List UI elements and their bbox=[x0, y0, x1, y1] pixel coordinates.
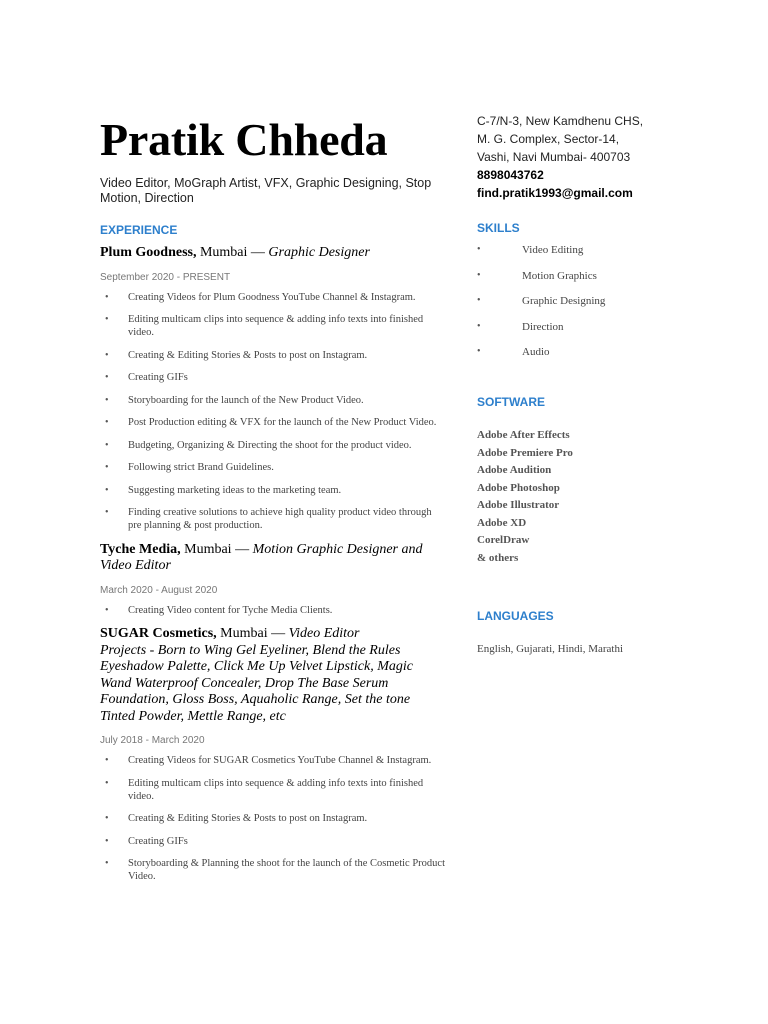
job-bullet: • Creating Video content for Tyche Media Clients. bbox=[100, 604, 445, 617]
job-title bbox=[100, 626, 445, 725]
job-bullets bbox=[100, 604, 445, 617]
address-line: C-7/N-3, New Kamdhenu CHS, bbox=[477, 114, 644, 128]
skills-heading: SKILLS bbox=[477, 221, 520, 235]
address-line: Vashi, Navi Mumbai- 400703 bbox=[477, 150, 631, 164]
job-entry bbox=[100, 626, 445, 883]
languages-heading: LANGUAGES bbox=[477, 609, 554, 623]
job-bullet: • Storyboarding & Planning the shoot for the launch of the Cosmetic Product Video. bbox=[100, 857, 445, 883]
phone-number: 8898043762 bbox=[477, 168, 544, 182]
job-location: Mumbai — bbox=[180, 541, 253, 557]
right-column bbox=[477, 112, 737, 655]
skill-item: • Video Editing bbox=[477, 243, 737, 257]
job-role: Motion Graphic Designer and Video Editor bbox=[100, 541, 423, 573]
job-title bbox=[100, 542, 445, 575]
software-item: CorelDraw bbox=[477, 534, 530, 546]
software-item: Adobe XD bbox=[477, 516, 527, 529]
job-company: Plum Goodness, bbox=[100, 245, 197, 260]
job-location: Mumbai — bbox=[196, 245, 269, 260]
job-date: July 2018 - March 2020 bbox=[100, 735, 205, 746]
job-bullet: • Creating Videos for SUGAR Cosmetics YouTube Channel & Instagram. bbox=[100, 754, 445, 767]
job-entry bbox=[100, 245, 445, 532]
tagline: Video Editor, MoGraph Artist, VFX, Graphic Designing, Stop Motion, Direction bbox=[100, 176, 432, 205]
job-bullet: • Post Production editing & VFX for the launch of the New Product Video. bbox=[100, 416, 445, 429]
job-entry bbox=[100, 542, 445, 617]
job-bullet: • Finding creative solutions to achieve high quality product video through pre planning & post production. bbox=[100, 506, 445, 532]
job-bullet: • Creating & Editing Stories & Posts to post on Instagram. bbox=[100, 812, 445, 825]
job-bullet: • Editing multicam clips into sequence & adding info texts into finished video. bbox=[100, 777, 445, 803]
email-address: find.pratik1993@gmail.com bbox=[477, 186, 633, 200]
languages-text: English, Gujarati, Hindi, Marathi bbox=[477, 643, 624, 655]
job-location: Mumbai — bbox=[216, 626, 289, 641]
job-bullets bbox=[100, 291, 445, 533]
experience-heading: EXPERIENCE bbox=[100, 223, 178, 237]
job-title bbox=[100, 245, 445, 262]
job-bullets bbox=[100, 754, 445, 883]
software-item: Adobe Premiere Pro bbox=[477, 446, 573, 459]
job-company: SUGAR Cosmetics, bbox=[100, 626, 217, 641]
software-heading: SOFTWARE bbox=[477, 395, 545, 409]
job-bullet: • Suggesting marketing ideas to the marketing team. bbox=[100, 484, 445, 497]
left-column bbox=[100, 112, 445, 893]
job-role: Graphic Designer bbox=[268, 245, 370, 260]
job-role: Video Editor bbox=[288, 626, 360, 641]
software-item: Adobe Illustrator bbox=[477, 499, 560, 511]
skills-list bbox=[477, 243, 737, 359]
candidate-name: Pratik Chheda bbox=[100, 114, 388, 165]
job-bullet: • Budgeting, Organizing & Directing the shoot for the product video. bbox=[100, 439, 445, 452]
job-projects: Projects - Born to Wing Gel Eyeliner, Blend the Rules Eyeshadow Palette, Click Me Up Velvet Lipstick, Magic Wand Waterproof Concealer, Drop The Base Serum Foundation, Gloss Boss, Aquaholic Range, Set the tone Tinted Powder, Mettle Range, etc bbox=[100, 642, 413, 724]
job-bullet: • Following strict Brand Guidelines. bbox=[100, 461, 445, 474]
skill-item: • Graphic Designing bbox=[477, 294, 737, 308]
software-list bbox=[477, 427, 737, 567]
skill-item: • Audio bbox=[477, 345, 737, 359]
software-item: Adobe After Effects bbox=[477, 429, 570, 441]
address-line: M. G. Complex, Sector-14, bbox=[477, 132, 620, 146]
job-date: September 2020 - PRESENT bbox=[100, 271, 231, 283]
skill-item: • Direction bbox=[477, 320, 737, 334]
job-bullet: • Creating GIFs bbox=[100, 835, 445, 848]
job-bullet: • Editing multicam clips into sequence & adding info texts into finished video. bbox=[100, 313, 445, 339]
job-bullet: • Creating & Editing Stories & Posts to post on Instagram. bbox=[100, 349, 445, 362]
job-date: March 2020 - August 2020 bbox=[100, 584, 218, 596]
software-item: Adobe Photoshop bbox=[477, 481, 560, 494]
job-bullet: • Creating GIFs bbox=[100, 371, 445, 384]
skill-item: • Motion Graphics bbox=[477, 269, 737, 283]
job-company: Tyche Media, bbox=[100, 541, 181, 557]
job-bullet: • Creating Videos for Plum Goodness YouTube Channel & Instagram. bbox=[100, 291, 445, 304]
software-item: & others bbox=[477, 551, 519, 564]
job-bullet: • Storyboarding for the launch of the New Product Video. bbox=[100, 394, 445, 407]
software-item: Adobe Audition bbox=[477, 464, 552, 476]
